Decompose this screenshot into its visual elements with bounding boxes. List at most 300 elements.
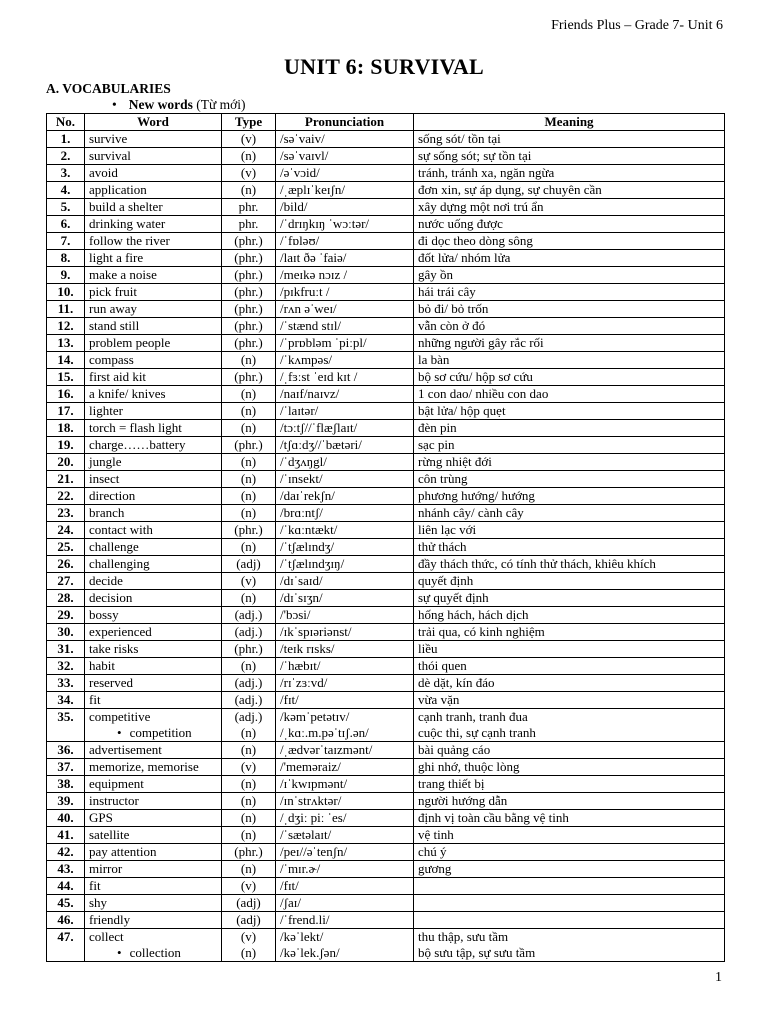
type-cell-text: (adj.) (234, 607, 263, 622)
word-cell-text: collect (89, 929, 124, 944)
word-cell-text: memorize, memorise (89, 759, 199, 774)
meaning-cell-text: la bàn (418, 352, 450, 367)
pronunciation-cell-sub-text: /ˌkɑː.m.pəˈtɪʃ.ən/ (280, 725, 369, 740)
meaning-cell (414, 556, 725, 573)
table-row (47, 793, 725, 810)
row-number-text: 8. (60, 250, 71, 265)
type-cell-text: (phr.) (234, 844, 263, 859)
meaning-cell-text: bài quảng cáo (418, 742, 491, 757)
header-no: No. (47, 114, 85, 131)
meaning-cell-text: trải qua, có kinh nghiệm (418, 624, 545, 639)
meaning-cell (414, 403, 725, 420)
type-cell (222, 607, 276, 624)
pronunciation-cell (276, 539, 414, 556)
meaning-cell-text: gương (418, 861, 452, 876)
word-cell (85, 912, 222, 929)
type-cell (222, 318, 276, 335)
type-cell (222, 759, 276, 776)
type-cell (222, 793, 276, 810)
meaning-cell (414, 573, 725, 590)
meaning-cell (414, 182, 725, 199)
word-cell (85, 267, 222, 284)
word-cell-text: compass (89, 352, 134, 367)
type-cell-text: (n) (240, 182, 257, 197)
pronunciation-cell (276, 488, 414, 505)
word-cell-text: take risks (89, 641, 139, 656)
pronunciation-cell (276, 301, 414, 318)
word-cell-sub-text (89, 725, 217, 741)
pronunciation-cell-text: /ɪˈkwɪpmənt/ (280, 776, 348, 791)
type-cell-text: (n) (240, 471, 257, 486)
meaning-cell (414, 675, 725, 692)
meaning-cell (414, 827, 725, 844)
type-cell (222, 742, 276, 759)
table-header-row (47, 114, 725, 131)
meaning-cell-text: đi dọc theo dòng sông (418, 233, 533, 248)
row-number (47, 658, 85, 675)
table-row (47, 641, 725, 658)
row-number-text: 16. (57, 386, 74, 401)
type-cell (222, 216, 276, 233)
meaning-cell (414, 776, 725, 793)
row-number-text: 41. (57, 827, 74, 842)
type-cell (222, 573, 276, 590)
word-cell-text: reserved (89, 675, 134, 690)
row-number (47, 505, 85, 522)
pronunciation-cell-text: /ˈhæbɪt/ (280, 658, 321, 673)
row-number-text: 10. (57, 284, 74, 299)
table-row (47, 810, 725, 827)
type-cell-text: phr. (238, 216, 259, 231)
pronunciation-cell (276, 216, 414, 233)
row-number (47, 335, 85, 352)
meaning-cell (414, 624, 725, 641)
pronunciation-cell (276, 505, 414, 522)
pronunciation-cell-text: /brɑːntʃ/ (280, 505, 323, 520)
word-cell (85, 590, 222, 607)
row-number-text: 6. (60, 216, 71, 231)
table-row (47, 386, 725, 403)
word-cell (85, 318, 222, 335)
row-number (47, 522, 85, 539)
type-cell-text: (n) (240, 793, 257, 808)
word-cell (85, 437, 222, 454)
row-number (47, 810, 85, 827)
table-row (47, 420, 725, 437)
pronunciation-cell-text: /ˈfɒləʊ/ (280, 233, 320, 248)
pronunciation-cell-text: /'meməraiz/ (280, 759, 341, 774)
type-cell (222, 182, 276, 199)
row-number-text: 40. (57, 810, 74, 825)
word-cell (85, 539, 222, 556)
meaning-cell-text: vệ tinh (418, 827, 454, 842)
row-number-text: 33. (57, 675, 74, 690)
type-cell (222, 369, 276, 386)
type-cell (222, 505, 276, 522)
pronunciation-cell-text: /ˈɪnsekt/ (280, 471, 323, 486)
course-header: Friends Plus – Grade 7- Unit 6 (551, 18, 723, 33)
type-cell-text: (phr.) (234, 284, 263, 299)
type-cell (222, 878, 276, 895)
type-cell-text: (adj.) (234, 692, 263, 707)
table-row (47, 675, 725, 692)
type-cell (222, 556, 276, 573)
table-row (47, 776, 725, 793)
meaning-cell (414, 607, 725, 624)
type-cell-text: (v) (240, 131, 257, 146)
table-row (47, 267, 725, 284)
row-number-text: 21. (57, 471, 74, 486)
meaning-cell (414, 284, 725, 301)
row-number-text: 25. (57, 539, 74, 554)
word-cell (85, 573, 222, 590)
subsection-label-translation: (Từ mới) (192, 97, 246, 112)
pronunciation-cell-text: /ˈlaɪtər/ (280, 403, 319, 418)
type-cell (222, 675, 276, 692)
word-cell (85, 658, 222, 675)
pronunciation-cell (276, 929, 414, 962)
word-cell-text: application (89, 182, 147, 197)
word-cell-text: charge……battery (89, 437, 186, 452)
row-number-text: 23. (57, 505, 74, 520)
pronunciation-cell (276, 692, 414, 709)
meaning-cell (414, 759, 725, 776)
word-cell-text: fit (89, 878, 101, 893)
meaning-cell (414, 148, 725, 165)
meaning-cell-text: định vị toàn cầu bằng vệ tinh (418, 810, 569, 825)
meaning-cell-text: đầy thách thức, có tính thử thách, khiêu khích (418, 556, 656, 571)
row-number (47, 709, 85, 742)
meaning-cell (414, 233, 725, 250)
type-cell (222, 454, 276, 471)
type-cell (222, 437, 276, 454)
table-body (47, 131, 725, 962)
row-number-text: 2. (60, 148, 71, 163)
type-cell (222, 844, 276, 861)
row-number-text: 1. (60, 131, 71, 146)
word-cell (85, 488, 222, 505)
pronunciation-cell-text: /ˌfɜːst ˈeɪd kɪt / (280, 369, 358, 384)
pronunciation-cell-text: /meɪkə nɔɪz / (280, 267, 348, 282)
table-row (47, 505, 725, 522)
row-number-text: 3. (60, 165, 71, 180)
type-cell (222, 861, 276, 878)
type-cell (222, 403, 276, 420)
pronunciation-cell-text: /ˈsætəlaɪt/ (280, 827, 332, 842)
word-cell-text: bossy (89, 607, 119, 622)
word-cell-text: survive (89, 131, 128, 146)
meaning-cell-text: liều (418, 641, 438, 656)
pronunciation-cell-text: /ˈdrɪŋkɪŋ ˈwɔːtər/ (280, 216, 370, 231)
word-cell-text: make a noise (89, 267, 157, 282)
meaning-cell-text: bộ sơ cứu/ hộp sơ cứu (418, 369, 533, 384)
word-cell (85, 386, 222, 403)
row-number (47, 556, 85, 573)
type-cell (222, 352, 276, 369)
meaning-cell-text: gây ồn (418, 267, 454, 282)
pronunciation-cell-text: /rɪˈzɜːvd/ (280, 675, 328, 690)
meaning-cell-text: dè dặt, kín đáo (418, 675, 495, 690)
row-number (47, 895, 85, 912)
row-number-text: 20. (57, 454, 74, 469)
row-number (47, 318, 85, 335)
meaning-cell (414, 199, 725, 216)
row-number-text: 9. (60, 267, 71, 282)
meaning-cell-text: rừng nhiệt đới (418, 454, 492, 469)
pronunciation-cell-text: /rʌn əˈweɪ/ (280, 301, 337, 316)
meaning-cell-text: nước uống được (418, 216, 503, 231)
type-cell (222, 810, 276, 827)
subsection-label: New words (128, 97, 193, 112)
type-cell (222, 335, 276, 352)
word-cell (85, 522, 222, 539)
meaning-cell (414, 929, 725, 962)
row-number (47, 912, 85, 929)
word-cell (85, 420, 222, 437)
pronunciation-cell-text: /ˈkɑːntækt/ (280, 522, 338, 537)
pronunciation-cell (276, 522, 414, 539)
pronunciation-cell (276, 454, 414, 471)
row-number-text: 36. (57, 742, 74, 757)
pronunciation-cell (276, 233, 414, 250)
pronunciation-cell (276, 165, 414, 182)
table-row (47, 929, 725, 962)
word-cell (85, 148, 222, 165)
word-cell-text: challenging (89, 556, 150, 571)
meaning-cell-text: xây dựng một nơi trú ẩn (418, 199, 544, 214)
pronunciation-cell (276, 250, 414, 267)
row-number-text: 44. (57, 878, 74, 893)
row-number-text: 12. (57, 318, 74, 333)
word-cell-text: run away (89, 301, 138, 316)
page-number: 1 (715, 970, 722, 985)
word-cell-text: satellite (89, 827, 130, 842)
word-cell (85, 810, 222, 827)
type-cell-text: phr. (238, 199, 259, 214)
table-row (47, 352, 725, 369)
word-cell-text: decision (89, 590, 133, 605)
pronunciation-cell-text: /ˌæplɪˈkeɪʃn/ (280, 182, 345, 197)
row-number (47, 267, 85, 284)
row-number-text: 13. (57, 335, 74, 350)
meaning-cell-text: liên lạc với (418, 522, 477, 537)
word-cell (85, 641, 222, 658)
word-cell (85, 250, 222, 267)
row-number-text: 31. (57, 641, 74, 656)
pronunciation-cell (276, 318, 414, 335)
meaning-cell-text: chú ý (418, 844, 447, 859)
word-cell (85, 759, 222, 776)
table-row (47, 827, 725, 844)
type-cell (222, 284, 276, 301)
row-number (47, 827, 85, 844)
word-cell (85, 742, 222, 759)
row-number (47, 148, 85, 165)
row-number (47, 454, 85, 471)
word-cell (85, 131, 222, 148)
type-cell (222, 301, 276, 318)
pronunciation-cell-text: /səˈvaɪvl/ (280, 148, 329, 163)
meaning-cell (414, 471, 725, 488)
type-cell (222, 641, 276, 658)
row-number-text: 17. (57, 403, 74, 418)
meaning-cell-text: côn trùng (418, 471, 468, 486)
pronunciation-cell (276, 810, 414, 827)
type-cell-text: (n) (240, 776, 257, 791)
row-number (47, 284, 85, 301)
table-row (47, 233, 725, 250)
row-number (47, 573, 85, 590)
word-cell (85, 454, 222, 471)
meaning-cell-text: hái trái cây (418, 284, 476, 299)
table-row (47, 624, 725, 641)
meaning-cell-text: sống sót/ tồn tại (418, 131, 501, 146)
pronunciation-cell (276, 284, 414, 301)
word-cell-text: mirror (89, 861, 123, 876)
type-cell-text: (n) (240, 810, 257, 825)
row-number (47, 590, 85, 607)
type-cell-sub-text: (n) (240, 725, 257, 740)
type-cell-sub-text: (n) (240, 945, 257, 960)
row-number-text: 30. (57, 624, 74, 639)
type-cell-text: (adj.) (234, 675, 263, 690)
pronunciation-cell (276, 658, 414, 675)
word-cell-text: lighter (89, 403, 123, 418)
type-cell-text: (v) (240, 165, 257, 180)
type-cell-text: (phr.) (234, 267, 263, 282)
meaning-cell (414, 793, 725, 810)
type-cell (222, 386, 276, 403)
row-number (47, 471, 85, 488)
row-number (47, 759, 85, 776)
header-pronunciation: Pronunciation (276, 114, 414, 131)
type-cell-text: (n) (240, 148, 257, 163)
meaning-cell-text: bỏ đi/ bỏ trốn (418, 301, 489, 316)
pronunciation-cell-text: /'bɔsi/ (280, 607, 311, 622)
table-row (47, 301, 725, 318)
table-row (47, 403, 725, 420)
type-cell (222, 522, 276, 539)
pronunciation-cell (276, 827, 414, 844)
word-cell (85, 182, 222, 199)
word-cell (85, 216, 222, 233)
word-cell-text: a knife/ knives (89, 386, 166, 401)
table-row (47, 658, 725, 675)
meaning-cell (414, 878, 725, 895)
pronunciation-cell-text: /kəˈlekt/ (280, 929, 324, 944)
pronunciation-cell (276, 335, 414, 352)
type-cell (222, 267, 276, 284)
table-row (47, 335, 725, 352)
meaning-cell (414, 912, 725, 929)
table-row (47, 131, 725, 148)
pronunciation-cell-text: /ˈkʌmpəs/ (280, 352, 332, 367)
type-cell (222, 233, 276, 250)
row-number-text: 26. (57, 556, 74, 571)
meaning-cell-text: vẫn còn ở đó (418, 318, 486, 333)
word-cell (85, 165, 222, 182)
pronunciation-cell (276, 131, 414, 148)
bullet-icon: • (117, 725, 122, 740)
type-cell-text: (adj.) (234, 624, 263, 639)
type-cell-text: (n) (240, 488, 257, 503)
pronunciation-cell (276, 148, 414, 165)
type-cell-text: (n) (240, 454, 257, 469)
word-cell (85, 844, 222, 861)
row-number-text: 5. (60, 199, 71, 214)
type-cell (222, 912, 276, 929)
table-row (47, 369, 725, 386)
word-cell-text: jungle (89, 454, 122, 469)
row-number-text: 11. (57, 301, 74, 316)
word-cell (85, 369, 222, 386)
row-number (47, 437, 85, 454)
word-cell-text: fit (89, 692, 101, 707)
table-row (47, 454, 725, 471)
row-number (47, 692, 85, 709)
word-cell (85, 861, 222, 878)
type-cell-text: (n) (240, 827, 257, 842)
pronunciation-cell-text: /tʃɑːdʒ//ˈbætəri/ (280, 437, 362, 452)
row-number-text: 38. (57, 776, 74, 791)
pronunciation-cell (276, 912, 414, 929)
meaning-cell (414, 742, 725, 759)
type-cell-text: (phr.) (234, 233, 263, 248)
word-cell (85, 709, 222, 742)
word-cell-text: pick fruit (89, 284, 138, 299)
pronunciation-cell-text: /fɪt/ (280, 878, 299, 893)
type-cell-text: (phr.) (234, 369, 263, 384)
meaning-cell-text: bật lửa/ hộp quẹt (418, 403, 506, 418)
word-cell-text: insect (89, 471, 120, 486)
word-cell (85, 827, 222, 844)
row-number (47, 386, 85, 403)
table-row (47, 742, 725, 759)
meaning-cell (414, 522, 725, 539)
word-cell-text: shy (89, 895, 108, 910)
table-row (47, 165, 725, 182)
type-cell (222, 590, 276, 607)
row-number (47, 607, 85, 624)
pronunciation-cell-text: /ˈdʒʌŋgl/ (280, 454, 327, 469)
meaning-cell-text: sự quyết định (418, 590, 489, 605)
type-cell (222, 471, 276, 488)
word-cell-text: branch (89, 505, 125, 520)
pronunciation-cell-text: /laɪt ðə ˈfaiə/ (280, 250, 347, 265)
word-cell (85, 335, 222, 352)
pronunciation-cell-sub-text: /kəˈlek.ʃən/ (280, 945, 340, 960)
type-cell (222, 929, 276, 962)
row-number (47, 403, 85, 420)
meaning-cell (414, 369, 725, 386)
pronunciation-cell (276, 267, 414, 284)
header-word: Word (85, 114, 222, 131)
row-number (47, 301, 85, 318)
word-cell (85, 895, 222, 912)
pronunciation-cell-text: /dɪˈsɪʒn/ (280, 590, 323, 605)
row-number-text: 7. (60, 233, 71, 248)
meaning-cell-text: tránh, tránh xa, ngăn ngừa (418, 165, 555, 180)
meaning-cell-sub-text: bộ sưu tập, sự sưu tầm (418, 945, 536, 960)
row-number (47, 844, 85, 861)
meaning-cell-text: cạnh tranh, tranh đua (418, 709, 528, 724)
type-cell (222, 539, 276, 556)
type-cell (222, 199, 276, 216)
row-number-text: 14. (57, 352, 74, 367)
pronunciation-cell (276, 878, 414, 895)
pronunciation-cell (276, 590, 414, 607)
pronunciation-cell-text: /ˈmɪr.ɚ/ (280, 861, 321, 876)
